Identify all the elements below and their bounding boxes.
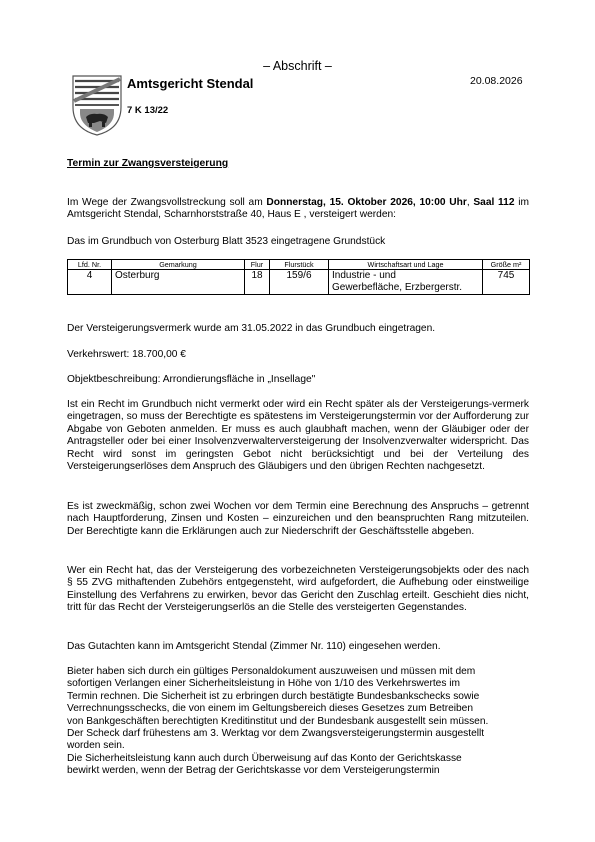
- cell-groesse: 745: [483, 270, 530, 295]
- bieter-line: bewirkt werden, wenn der Betrag der Gerichtskasse vor dem Versteigerungstermin: [67, 765, 440, 777]
- cell-nr: 4: [68, 270, 112, 295]
- verkehrswert-paragraph: Verkehrswert: 18.700,00 €: [67, 349, 186, 360]
- col-header-flurstueck: Flurstück: [270, 260, 329, 270]
- vermerk-paragraph: Der Versteigerungsvermerk wurde am 31.05.2022 in das Grundbuch eingetragen.: [67, 323, 436, 334]
- auction-room: Saal 112: [473, 197, 515, 208]
- bieter-line: Der Scheck darf frühestens am 3. Werktag vor dem Zwangsversteigerungstermin ausgestellt: [67, 728, 485, 740]
- berechnung-paragraph: Es ist zweckmäßig, schon zwei Wochen vor dem Termin eine Berechnung des Anspruchs – getrennt nach Hauptforderung, Zinsen und Kosten – einzureichen und den beanspruchten Rang mitzuteilen. Der Berechtigte kann die Erklärungen auch zur Niederschrift der Geschäftsstelle abgeben.: [67, 501, 529, 537]
- intro-text-3: im Amtsgericht Stendal, Scharnhorststraße 40, Haus E , versteigert werden:: [67, 197, 529, 221]
- bieter-line: Bieter haben sich durch ein gültiges Personaldokument auszuweisen und müssen mit dem: [67, 666, 476, 677]
- cell-flurstueck: 159/6: [270, 270, 329, 295]
- aufhebung-paragraph: Wer ein Recht hat, das der Versteigerung des vorbezeichneten Versteigerungsobjekts oder des nach § 55 ZVG mithaftenden Zubehörs entgegensteht, wird aufgefordert, die Aufhebung oder einstweilige Einstellung des Verfahrens zu erwirken, bevor das Gericht den Zuschlag erteilt. Geschieht dies nicht, tritt für das Recht der Versteigerungserlös an die Stelle des versteigerten Gegenstandes.: [67, 565, 529, 614]
- case-number: 7 K 13/22: [127, 105, 169, 116]
- document-date: 20.08.2026: [470, 75, 523, 87]
- table-header-row: [68, 260, 530, 270]
- bieter-line: Die Sicherheitsleistung kann auch durch Überweisung auf das Konto der Gerichtskasse: [67, 752, 462, 764]
- intro-paragraph: [67, 197, 529, 222]
- col-header-flur: Flur: [245, 260, 270, 270]
- col-header-gemarkung: Gemarkung: [112, 260, 245, 270]
- bieter-paragraph: [67, 666, 529, 778]
- col-header-art: Wirtschaftsart und Lage: [329, 260, 483, 270]
- bieter-line: sofortigen Verlangen einer Sicherheitsleistung in Höhe von 1/10 des Verkehrswertes im: [67, 678, 461, 690]
- state-coat-of-arms-icon: [70, 73, 124, 137]
- cell-wirtschaftsart: [329, 270, 483, 295]
- cell-art-line-1: Industrie - und: [332, 270, 396, 281]
- property-table: [67, 259, 530, 295]
- bieter-line: von Bankgeschäften berechtigten Kreditinstitut und der Bundesbank ausgestellt sein müssen.: [67, 715, 489, 727]
- page-title: Termin zur Zwangsversteigerung: [67, 158, 229, 169]
- cell-art-line-2: Gewerbefläche, Erzbergerstr.: [332, 282, 463, 293]
- property-intro: Das im Grundbuch von Osterburg Blatt 3523 eingetragene Grundstück: [67, 236, 386, 247]
- rechte-paragraph: Ist ein Recht im Grundbuch nicht vermerkt oder wird ein Recht später als der Versteigerungs-vermerk eingetragen, so muss der Berechtigte es spätestens im Versteigerungstermin vor der Aufforderung zur Abgabe von Geboten anmelden. Er muss es auch glaubhaft machen, wenn der Gläubiger oder der Antragsteller oder bei einer Insolvenzverwalterversteigerung der Insolvenzverwalter widerspricht. Das Recht wird sonst im geringsten Gebot nicht berücksichtigt und bei der Verteilung des Versteigerungserlöses dem Anspruch des Gläubigers und den übrigen Rechten nachgesetzt.: [67, 399, 529, 473]
- col-header-nr: Lfd. Nr.: [68, 260, 112, 270]
- bieter-line: Verrechnungsschecks, die von einem im Geltungsbereich dieses Gesetzes zum Betreiben: [67, 703, 474, 715]
- gutachten-paragraph: Das Gutachten kann im Amtsgericht Stendal (Zimmer Nr. 110) eingesehen werden.: [67, 641, 441, 652]
- court-name: Amtsgericht Stendal: [127, 76, 254, 91]
- bieter-line: Termin rechnen. Die Sicherheit ist zu erbringen durch bestätigte Bundesbankschecks sowie: [67, 690, 480, 702]
- objekt-paragraph: Objektbeschreibung: Arrondierungsfläche in „Insellage": [67, 374, 316, 385]
- table-row: [68, 270, 530, 295]
- auction-date: Donnerstag, 15. Oktober 2026, 10:00 Uhr: [266, 197, 467, 208]
- cell-gemarkung: Osterburg: [112, 270, 245, 295]
- bieter-line: worden sein.: [67, 740, 125, 752]
- intro-text-2: ,: [466, 197, 474, 208]
- col-header-groesse: Größe m²: [483, 260, 530, 270]
- intro-text-1: Im Wege der Zwangsvollstreckung soll am: [67, 197, 267, 208]
- copy-label: – Abschrift –: [263, 59, 332, 73]
- cell-flur: 18: [245, 270, 270, 295]
